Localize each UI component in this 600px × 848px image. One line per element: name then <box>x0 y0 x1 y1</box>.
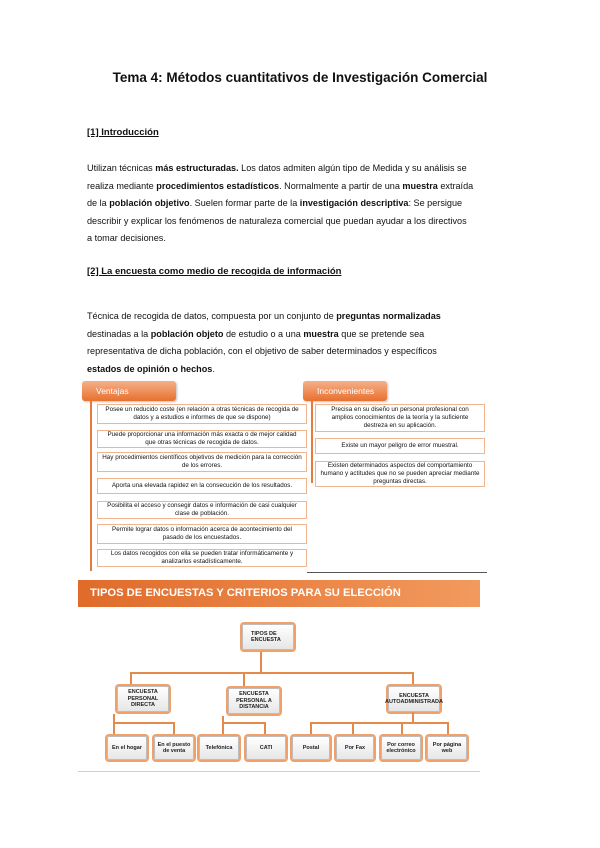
text-run: Utilizan técnicas <box>87 163 156 173</box>
paragraph-line <box>87 178 517 196</box>
ventaja-item: Permite lograr datos o información acerca de acontecimiento del pasado de los encuestados. <box>97 524 307 544</box>
bold-text: población objeto <box>150 328 224 339</box>
tree-line <box>352 722 354 736</box>
paragraph-line <box>87 195 517 213</box>
inconveniente-item: Existen determinados aspectos del comportamiento humano y actitudes que no se pueden apreciar mediante preguntas directas. <box>315 461 485 487</box>
ventaja-item: Posibilita el acceso y consegir datos e información de casi cualquier clase de población. <box>97 501 307 519</box>
text-run: extraída <box>437 180 474 191</box>
bold-text: estados de opinión o hechos <box>87 363 213 374</box>
text-run: . <box>212 363 215 374</box>
bold-text: más estructuradas. <box>155 163 239 173</box>
section1-paragraph <box>87 160 517 248</box>
text-run: describir y explicar los fenómenos de naturaleza comercial que puedan ayudar a los directivos <box>87 215 467 226</box>
text-run: . Normalmente a partir de una <box>279 180 403 191</box>
divider <box>307 572 487 573</box>
tree-root: TIPOS DE ENCUESTA <box>242 624 294 650</box>
bold-text: procedimientos estadísticos <box>156 180 280 191</box>
tree-line <box>222 716 224 736</box>
text-run: : Se persigue <box>408 198 463 208</box>
paragraph-line <box>87 343 517 361</box>
ventaja-item: Hay procedimientos científicos objetivos de medición para la corrección de los errores. <box>97 452 307 472</box>
tree-line <box>130 672 132 686</box>
paragraph-line <box>87 308 517 326</box>
ventajas-label: Ventajas <box>82 381 176 401</box>
text-run: a tomar decisiones. <box>87 233 166 243</box>
tree-line <box>173 722 175 736</box>
tree-line <box>401 722 403 736</box>
ventaja-item: Puede proporcionar una información más exacta o de mejor calidad que otras técnicas de recogida de datos. <box>97 430 307 448</box>
tree-leaf: CATI <box>246 736 286 760</box>
tree-leaf: Postal <box>292 736 330 760</box>
text-run: de la <box>87 198 110 208</box>
paragraph-line <box>87 361 517 379</box>
tree-branch-personal-directa: ENCUESTA PERSONAL DIRECTA <box>117 686 169 712</box>
paragraph-line <box>87 326 517 344</box>
bold-text: muestra <box>402 180 438 191</box>
tree-leaf: Por correo electrónico <box>381 736 421 760</box>
tree-leaf: En el hogar <box>107 736 147 760</box>
bold-text: investigación descriptiva <box>299 198 409 208</box>
tree-leaf: Por página web <box>427 736 467 760</box>
tree-line <box>260 652 262 672</box>
bold-text: población objetivo <box>109 198 190 208</box>
tree-line <box>113 722 175 724</box>
tree-line <box>264 722 266 736</box>
tree-line <box>310 722 448 724</box>
tree-line <box>412 672 414 686</box>
inconvenientes-label: Inconvenientes <box>303 381 387 401</box>
text-run: Los datos admiten algún tipo de Medida y su análisis se <box>238 163 467 173</box>
ventajas-connector <box>90 401 92 571</box>
tree-leaf: En el puesto de venta <box>154 736 194 760</box>
inconveniente-item: Precisa en su diseño un personal profesional con amplios conocimientos de la teoría y la suficiente destreza en su aplicación. <box>315 404 485 432</box>
tree-line <box>222 722 266 724</box>
text-run: de estudio o a una <box>223 328 304 339</box>
page-title: Tema 4: Métodos cuantitativos de Investigación Comercial <box>112 70 488 85</box>
tree-leaf: Telefónica <box>199 736 239 760</box>
section2-heading: [2] La encuesta como medio de recogida de información <box>87 266 342 277</box>
ventaja-item: Posee un reducido coste (en relación a otras técnicas de recogida de datos y a estudios e informes de que se dispone) <box>97 404 307 424</box>
paragraph-line <box>87 213 517 231</box>
text-run: . Suelen formar parte de la <box>189 198 300 208</box>
paragraph-line <box>87 230 517 248</box>
text-run: realiza mediante <box>87 180 157 191</box>
text-run: destinadas a la <box>87 328 151 339</box>
tree-bottom-rule <box>78 771 480 772</box>
ventaja-item: Los datos recogidos con ella se pueden tratar informáticamente y analizarlos estadísticamente. <box>97 549 307 567</box>
section2-paragraph <box>87 308 517 378</box>
paragraph-line <box>87 160 517 178</box>
bold-text: preguntas normalizadas <box>336 311 441 321</box>
tree-line <box>130 672 414 674</box>
tree-branch-autoadministrada: ENCUESTA AUTOADMINISTRADA <box>388 686 440 712</box>
inconveniente-item: Existe un mayor peligro de error muestral. <box>315 438 485 454</box>
text-run: Técnica de recogida de datos, compuesta por un conjunto de <box>87 311 337 321</box>
tree-line <box>310 722 312 736</box>
tree-line <box>113 714 115 736</box>
ventaja-item: Aporta una elevada rapidez en la consecución de los resultados. <box>97 478 307 494</box>
section1-heading: [1] Introducción <box>87 127 159 138</box>
inconvenientes-connector <box>311 401 313 483</box>
tipos-encuesta-banner: TIPOS DE ENCUESTAS Y CRITERIOS PARA SU ELECCIÓN <box>78 580 480 607</box>
tree-branch-personal-distancia: ENCUESTA PERSONAL A DISTANCIA <box>228 688 280 714</box>
text-run: representativa de dicha población, con el objetivo de saber determinados y específicos <box>87 346 437 356</box>
text-run: que se pretende sea <box>338 328 425 339</box>
bold-text: muestra <box>303 328 339 339</box>
tree-leaf: Por Fax <box>336 736 374 760</box>
tree-line <box>447 722 449 736</box>
tree-line <box>243 672 245 686</box>
tree-line <box>412 712 414 724</box>
